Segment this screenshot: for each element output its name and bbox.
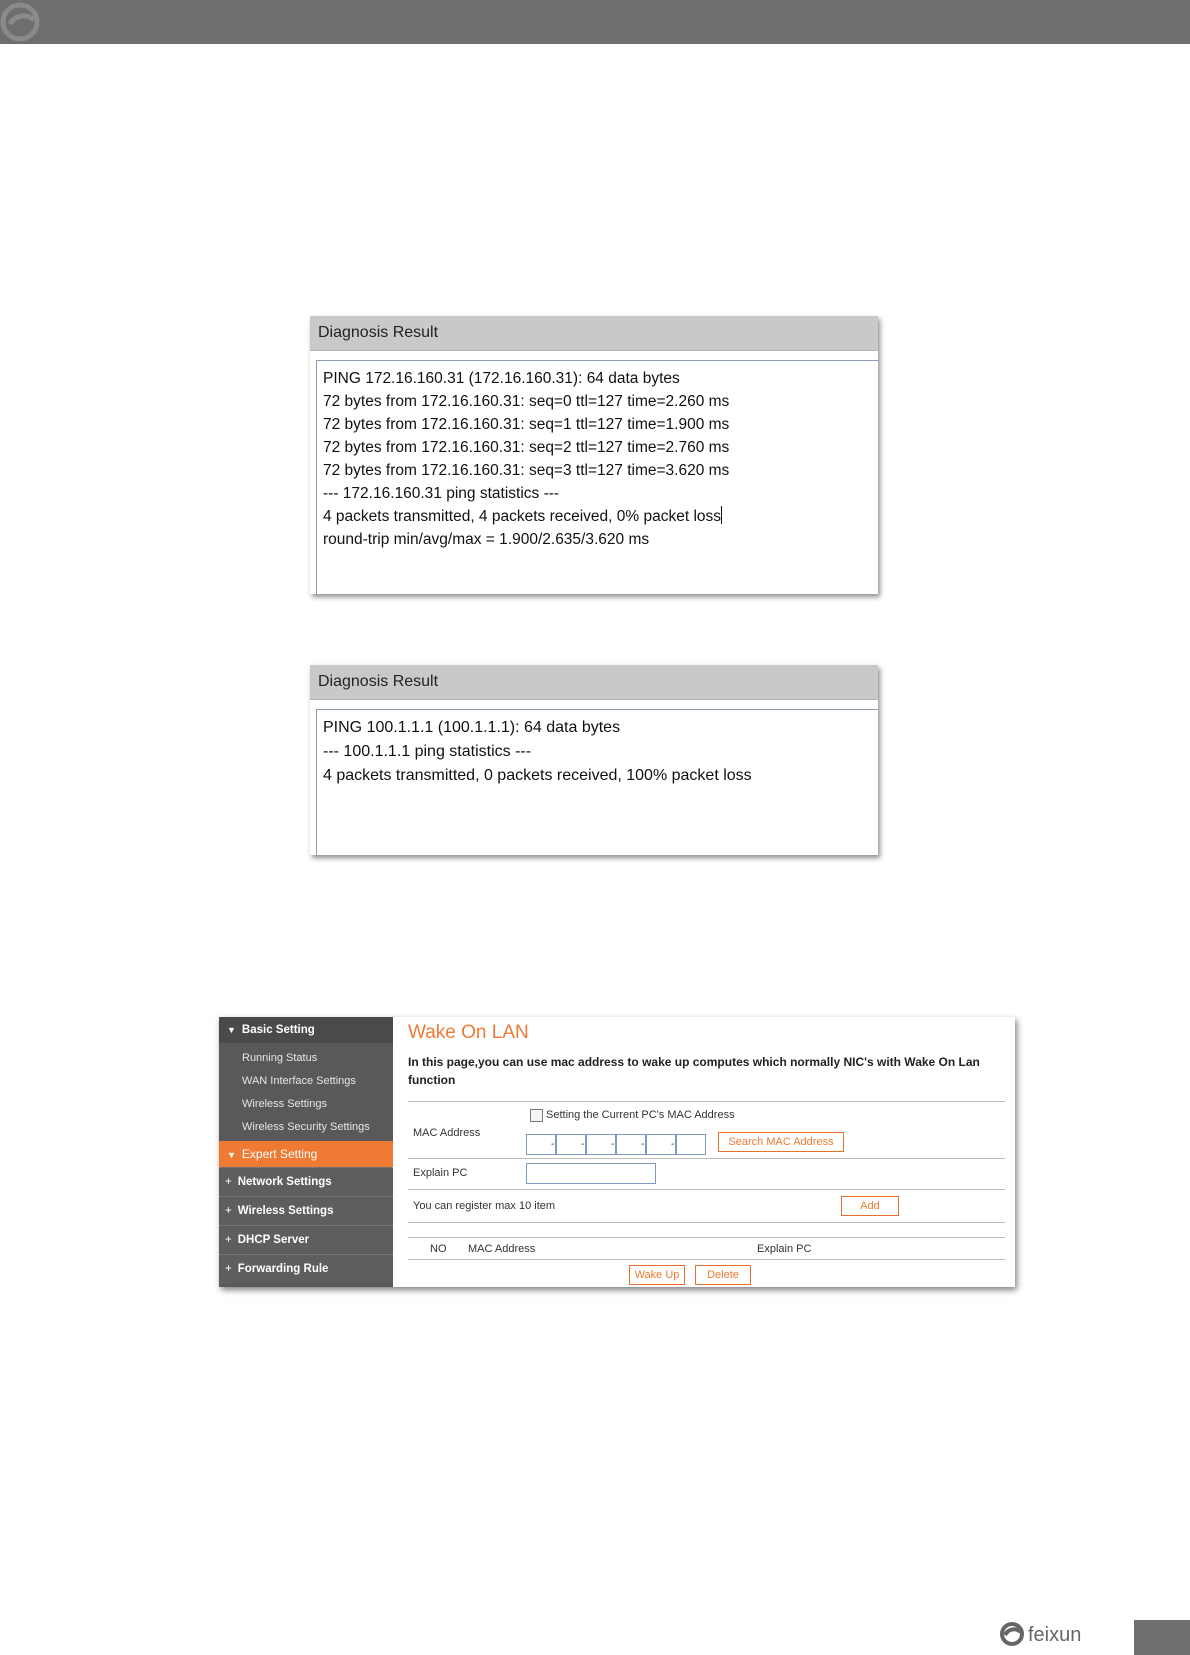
current-pc-mac-checkbox[interactable] bbox=[530, 1109, 543, 1122]
divider bbox=[408, 1189, 1005, 1190]
search-mac-address-button[interactable]: Search MAC Address bbox=[718, 1132, 844, 1152]
sidebar-group-label: Wireless Settings bbox=[237, 1205, 334, 1217]
result-line: 72 bytes from 172.16.160.31: seq=3 ttl=127 time=3.620 ms bbox=[323, 462, 730, 479]
brand-wordmark: feixun bbox=[1028, 1624, 1082, 1646]
panel-title: Diagnosis Result bbox=[310, 316, 878, 351]
delete-button[interactable]: Delete bbox=[695, 1265, 751, 1285]
wake-up-button[interactable]: Wake Up bbox=[629, 1265, 685, 1285]
sidebar-submenu bbox=[219, 1043, 393, 1141]
mac-separator: - bbox=[551, 1139, 555, 1150]
table-header-no: NO bbox=[430, 1243, 447, 1255]
result-line: 4 packets transmitted, 0 packets received, 100% packet loss bbox=[323, 767, 752, 784]
brand-logo-icon bbox=[0, 2, 44, 42]
sidebar-item-wan-interface[interactable]: WAN Interface Settings bbox=[242, 1075, 356, 1087]
page-description: In this page,you can use mac address to wake up computes which normally NIC's with Wake On Lan function bbox=[408, 1055, 980, 1087]
mac-address-label: MAC Address bbox=[413, 1127, 481, 1139]
sidebar bbox=[219, 1017, 393, 1287]
plus-icon: + bbox=[225, 1263, 232, 1275]
divider bbox=[408, 1222, 1005, 1223]
sidebar-item-wireless-settings-group[interactable] bbox=[219, 1196, 393, 1225]
divider bbox=[408, 1101, 1005, 1102]
text-cursor bbox=[721, 506, 722, 524]
mac-separator: - bbox=[641, 1139, 645, 1150]
result-line: PING 172.16.160.31 (172.16.160.31): 64 data bytes bbox=[323, 370, 680, 387]
result-line: --- 172.16.160.31 ping statistics --- bbox=[323, 485, 560, 502]
table-header-mac: MAC Address bbox=[468, 1243, 536, 1255]
page-title: Wake On LAN bbox=[408, 1022, 529, 1043]
result-line: round-trip min/avg/max = 1.900/2.635/3.620 ms bbox=[323, 531, 650, 548]
register-note: You can register max 10 item bbox=[413, 1200, 556, 1212]
sidebar-item-wireless-settings[interactable]: Wireless Settings bbox=[242, 1098, 327, 1110]
triangle-down-icon: ▼ bbox=[227, 1150, 236, 1160]
mac-separator: - bbox=[581, 1139, 585, 1150]
divider bbox=[408, 1158, 1005, 1159]
diagnosis-result-panel bbox=[310, 665, 878, 855]
wake-on-lan-screenshot bbox=[219, 1017, 1015, 1287]
mac-octet-input[interactable] bbox=[676, 1134, 706, 1155]
sidebar-group-label: Basic Setting bbox=[241, 1024, 315, 1036]
plus-icon: + bbox=[225, 1234, 232, 1246]
diagnosis-result-panel bbox=[310, 316, 878, 594]
top-header-bar bbox=[0, 0, 1190, 44]
sidebar-item-forwarding-rule[interactable] bbox=[219, 1254, 393, 1283]
sidebar-item-running-status[interactable]: Running Status bbox=[242, 1052, 318, 1064]
result-line: 72 bytes from 172.16.160.31: seq=1 ttl=127 time=1.900 ms bbox=[323, 416, 730, 433]
result-line: PING 100.1.1.1 (100.1.1.1): 64 data bytes bbox=[323, 719, 621, 736]
plus-icon: + bbox=[225, 1176, 232, 1188]
divider bbox=[408, 1259, 1005, 1260]
panel-title: Diagnosis Result bbox=[310, 665, 878, 700]
sidebar-expert-setting[interactable] bbox=[219, 1141, 393, 1167]
explain-pc-label: Explain PC bbox=[413, 1167, 468, 1179]
mac-separator: - bbox=[611, 1139, 615, 1150]
sidebar-item-network-settings[interactable] bbox=[219, 1167, 393, 1196]
sidebar-group-label: Forwarding Rule bbox=[237, 1263, 329, 1275]
main-content bbox=[393, 1017, 1015, 1287]
sidebar-item-wireless-security[interactable]: Wireless Security Settings bbox=[242, 1121, 370, 1133]
mac-separator: - bbox=[671, 1139, 675, 1150]
feixun-logo bbox=[1000, 1621, 1112, 1647]
triangle-down-icon: ▼ bbox=[227, 1025, 236, 1035]
result-line: 4 packets transmitted, 4 packets received, 0% packet loss bbox=[323, 508, 722, 525]
sidebar-group-label: Network Settings bbox=[237, 1176, 332, 1188]
sidebar-basic-setting[interactable] bbox=[219, 1017, 393, 1043]
checkbox-label: Setting the Current PC's MAC Address bbox=[546, 1109, 735, 1121]
result-textarea[interactable] bbox=[316, 360, 878, 594]
add-button[interactable]: Add bbox=[841, 1196, 899, 1216]
divider bbox=[408, 1237, 1005, 1238]
table-header-explain: Explain PC bbox=[757, 1243, 812, 1255]
result-line: 72 bytes from 172.16.160.31: seq=0 ttl=127 time=2.260 ms bbox=[323, 393, 730, 410]
page-number-tab bbox=[1134, 1620, 1190, 1655]
sidebar-group-label: DHCP Server bbox=[237, 1234, 310, 1246]
result-line: --- 100.1.1.1 ping statistics --- bbox=[323, 743, 532, 760]
explain-pc-input[interactable] bbox=[526, 1163, 656, 1184]
plus-icon: + bbox=[225, 1205, 232, 1217]
sidebar-group-label: Expert Setting bbox=[241, 1147, 318, 1161]
result-line: 72 bytes from 172.16.160.31: seq=2 ttl=127 time=2.760 ms bbox=[323, 439, 730, 456]
sidebar-item-dhcp-server[interactable] bbox=[219, 1225, 393, 1254]
result-textarea[interactable] bbox=[316, 709, 878, 855]
